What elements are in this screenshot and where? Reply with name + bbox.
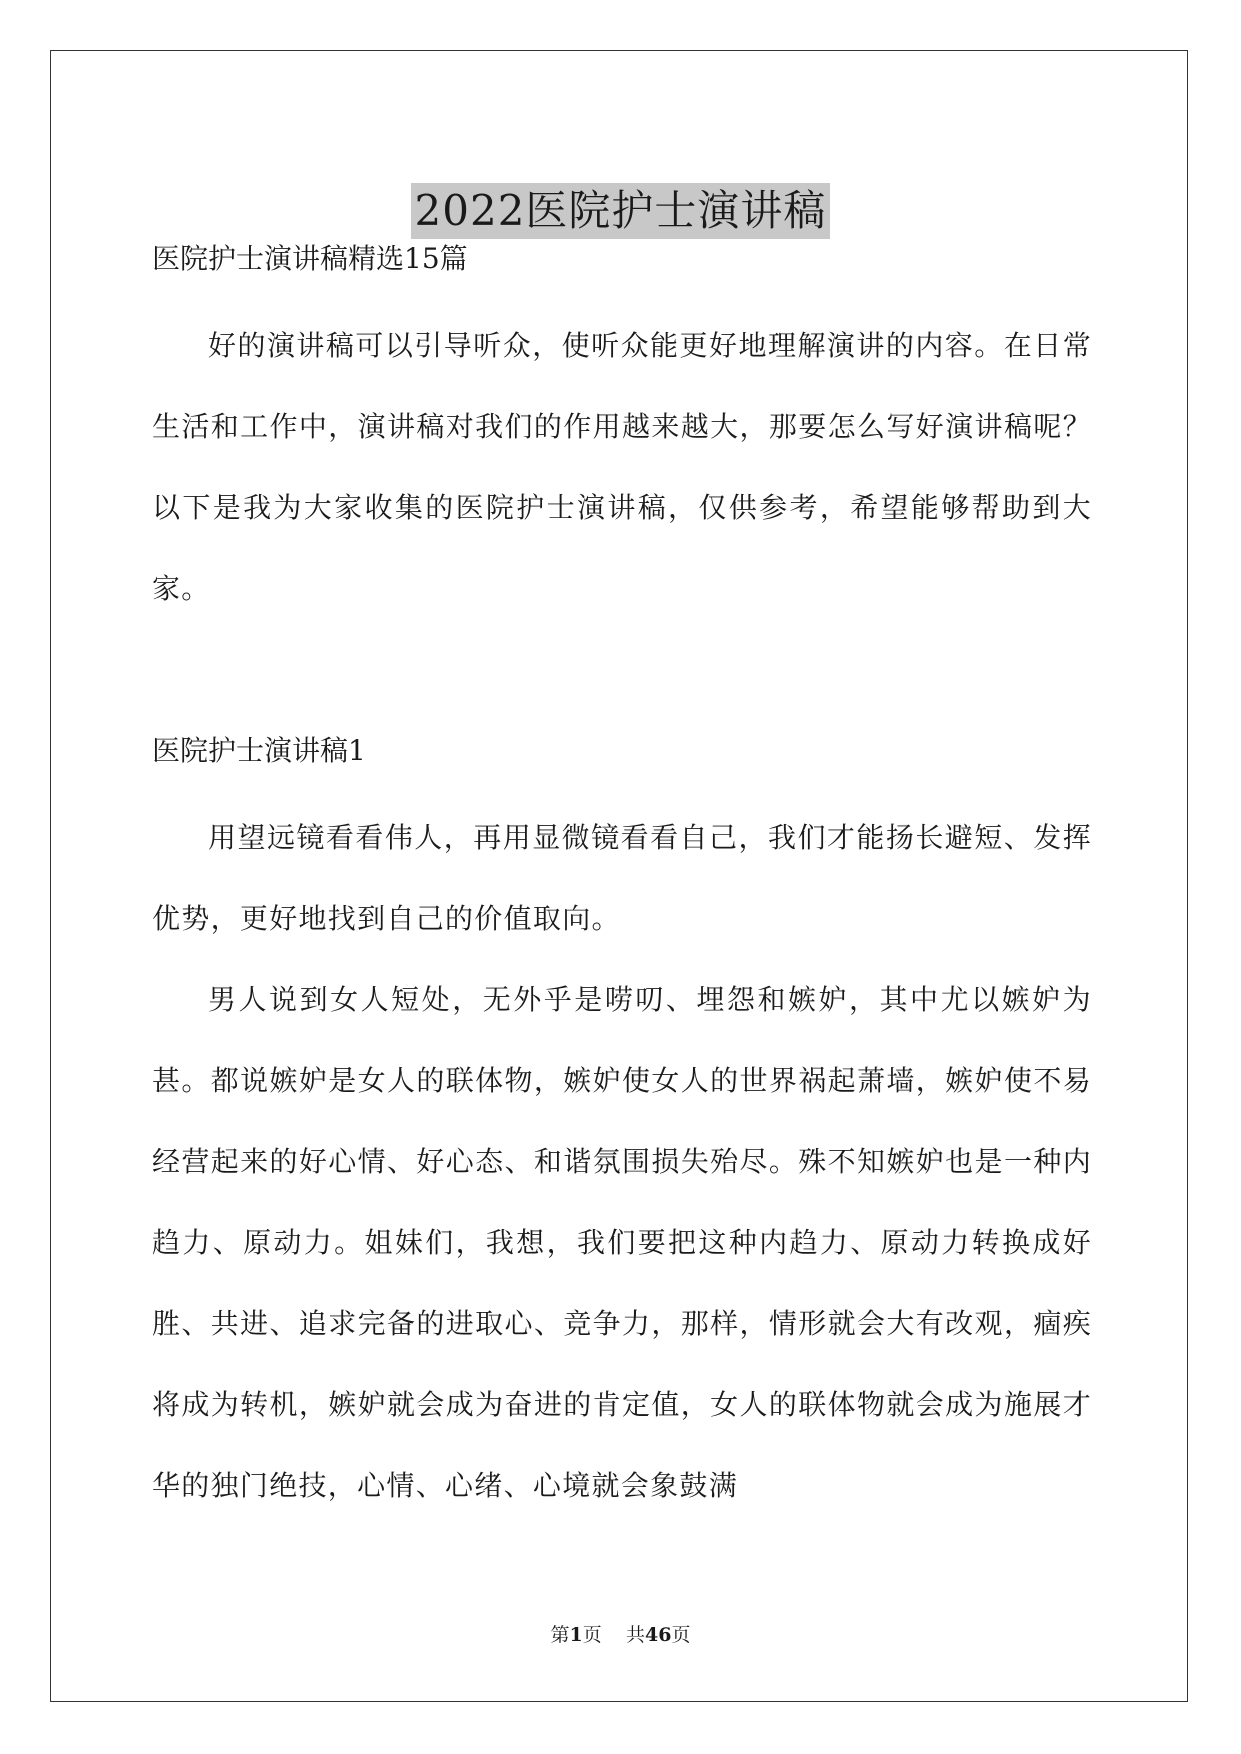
document-body <box>152 233 1092 1526</box>
document-title: 2022医院护士演讲稿 <box>411 183 831 239</box>
footer-page-prefix: 第 <box>550 1624 570 1646</box>
spacer <box>152 777 1092 797</box>
footer-total-suffix: 页 <box>671 1624 691 1646</box>
footer-total-pages: 46 <box>644 1624 672 1646</box>
footer-page-suffix: 页 <box>582 1624 602 1646</box>
footer-total-prefix: 共 <box>625 1624 645 1646</box>
spacer <box>152 629 1092 725</box>
footer-page-number: 1 <box>569 1624 583 1646</box>
body-paragraph-2: 男人说到女人短处，无外乎是唠叨、埋怨和嫉妒，其中尤以嫉妒为甚。都说嫉妒是女人的联体物，嫉妒使女人的世界祸起萧墙，嫉妒使不易经营起来的好心情、好心态、和谐氛围损失殆尽。殊不知嫉妒也是一种内趋力、原动力。姐妹们，我想，我们要把这种内趋力、原动力转换成好胜、共进、追求完备的进取心、竞争力，那样，情形就会大有改观，痼疾将成为转机，嫉妒就会成为奋进的肯定值，女人的联体物就会成为施展才华的独门绝技，心情、心绪、心境就会象鼓满 <box>152 983 1092 1502</box>
body-paragraph-1: 用望远镜看看伟人，再用显微镜看看自己，我们才能扬长避短、发挥优势，更好地找到自己的价值取向。 <box>152 821 1092 935</box>
document-subtitle: 医院护士演讲稿精选15篇 <box>152 242 468 275</box>
spacer <box>152 285 1092 305</box>
section-heading: 医院护士演讲稿1 <box>152 734 366 767</box>
intro-paragraph: 好的演讲稿可以引导听众，使听众能更好地理解演讲的内容。在日常生活和工作中，演讲稿对我们的作用越来越大，那要怎么写好演讲稿呢？以下是我为大家收集的医院护士演讲稿，仅供参考，希望能够帮助到大家。 <box>152 329 1092 605</box>
page-footer <box>0 1623 1241 1647</box>
